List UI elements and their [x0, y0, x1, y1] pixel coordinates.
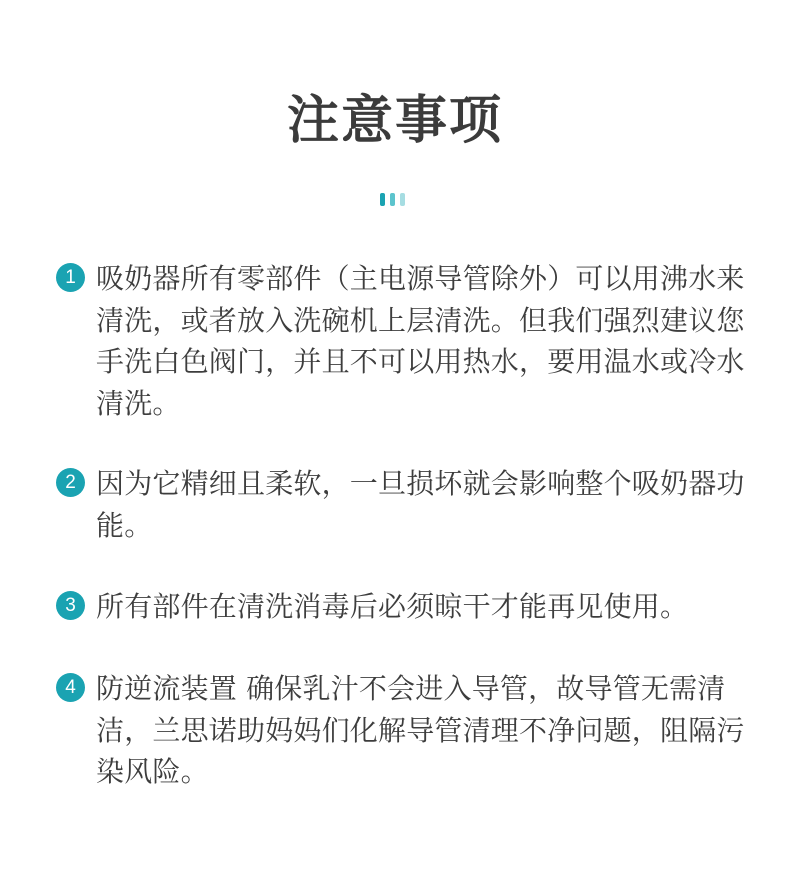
divider-dot-light	[400, 193, 405, 206]
divider-dot-dark	[380, 193, 385, 206]
note-text: 吸奶器所有零部件（主电源导管除外）可以用沸水来清洗，或者放入洗碗机上层清洗。但我们强烈建议您手洗白色阀门，并且不可以用热水，要用温水或冷水清洗。	[96, 262, 745, 420]
number-badge: 4	[56, 673, 85, 702]
number-badge: 1	[56, 263, 85, 292]
divider-dot-mid	[390, 193, 395, 206]
note-text: 所有部件在清洗消毒后必须晾干才能再见使用。	[96, 590, 689, 623]
number-badge: 3	[56, 591, 85, 620]
page-title: 注意事项	[286, 91, 503, 151]
number-badge: 2	[56, 468, 85, 497]
note-text: 防逆流装置 确保乳汁不会进入导管，故导管无需清洁，兰思诺助妈妈们化解导管清理不净问题，阻隔污染风险。	[96, 672, 745, 788]
title-divider-dots	[380, 193, 412, 207]
note-text: 因为它精细且柔软，一旦损坏就会影响整个吸奶器功能。	[96, 467, 745, 542]
